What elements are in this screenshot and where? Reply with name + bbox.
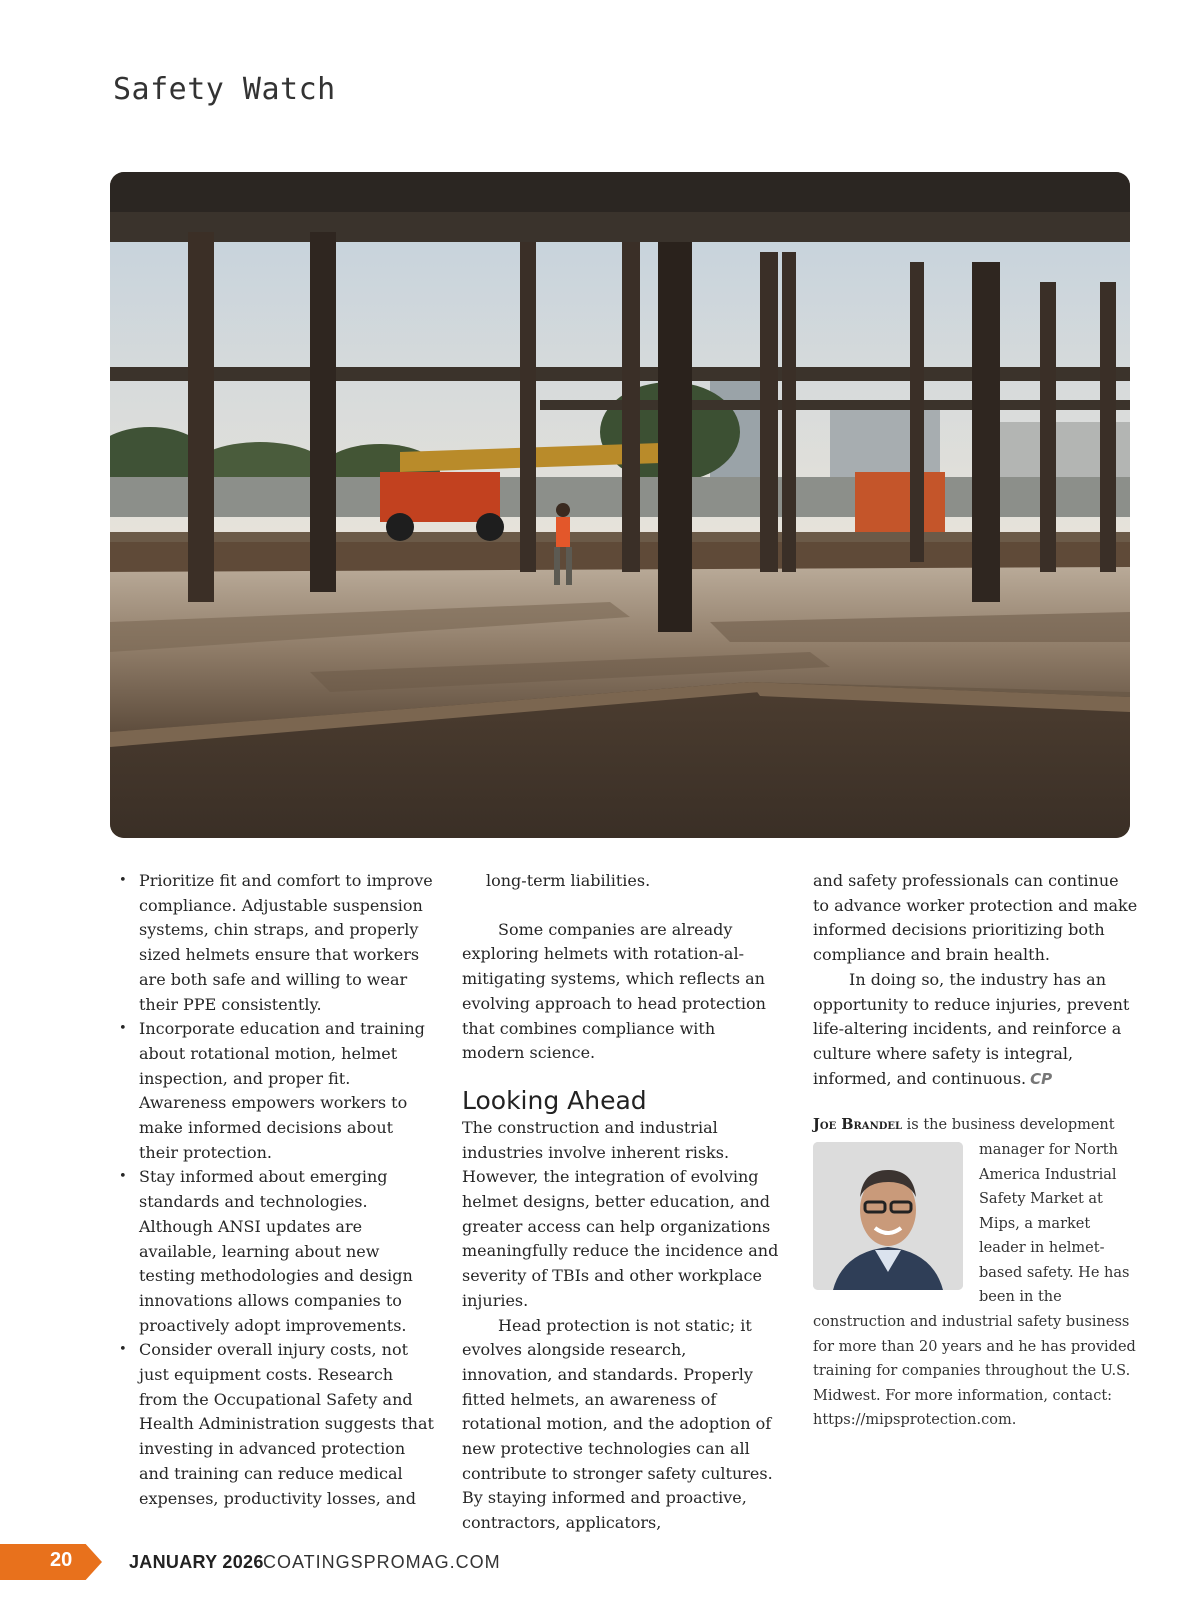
list-item: • Consider overall injury costs, not just equipment costs. Research from the Occupational Safety and Health Administration suggests that investing in advanced protection and training can reduce medical expenses, productivity losses, and [116,1338,436,1511]
page-footer [0,1544,1200,1580]
hero-photo [110,172,1130,838]
author-bio [813,1113,1138,1433]
page-number: 20 [50,1549,73,1571]
issue-date: JANUARY 2026 [129,1552,264,1572]
site-url: COATINGSPROMAG.COM [263,1552,501,1572]
paragraph: and safety professionals can continue to advance worker protection and make informed decisions prioritizing both compliance and brain health. [813,871,1138,965]
bio-text: is the business development [906,1117,1115,1134]
construction-site-photo [110,172,1130,838]
paragraph: The construction and industrial industries involve inherent risks. However, the integration of evolving helmet designs, better education, and greater access can help organizations meaningfully reduce the incidence and severity of TBIs and other workplace injuries. [462,1117,779,1310]
list-item: • Incorporate education and training about rotational motion, helmet inspection, and proper fit. Awareness empowers workers to make informed decisions about their protection. [116,1017,436,1165]
recommendations-list [116,869,436,1511]
section-title: Safety Watch [113,72,336,107]
paragraph [813,968,1138,1092]
continuation-text: long-term liabilities. [486,871,651,890]
paragraph: Some companies are already exploring helmets with rotation-al-mitigating systems, which reflects an evolving approach to head protection that combines compliance with modern science. [462,919,766,1063]
list-item: • Stay informed about emerging standards and technologies. Although ANSI updates are available, learning about new testing methodologies and design innovations allows companies to proactively adopt improvements. [116,1165,436,1338]
bio-first-line [813,1113,1138,1433]
section-heading: Looking Ahead [462,1085,647,1115]
paragraph: Head protection is not static; it evolves alongside research, innovation, and standards. Properly fitted helmets, an awareness of rotational motion, and the adoption of new protective technologies can all contribute to stronger safety cultures. By staying informed and proactive, contractors, applicators, [462,1315,773,1533]
list-item: • Prioritize fit and comfort to improve compliance. Adjustable suspension systems, chin straps, and properly sized helmets ensure that workers are both safe and willing to wear their PPE consistently. [116,869,436,1017]
end-mark: CP [1030,1069,1053,1088]
author-portrait [813,1142,963,1290]
column-1 [116,869,436,1511]
bio-text-rest: manager for North America Industrial Safety Market at Mips, a market leader in helmet-based safety. He has been in the construction and industrial safety business for more than 20 years and he has provided training for companies throughout the U.S. Midwest. For more information, contact: https://mipsprotection.com. [813,1141,1136,1429]
column-3 [813,869,1138,1433]
author-name: Joe Brandel [813,1116,903,1134]
paragraph-text: In doing so, the industry has an opportunity to reduce injuries, prevent life-altering incidents, and reinforce a culture where safety is integral, informed, and continuous. [813,969,1130,1088]
column-2 [462,869,780,1536]
